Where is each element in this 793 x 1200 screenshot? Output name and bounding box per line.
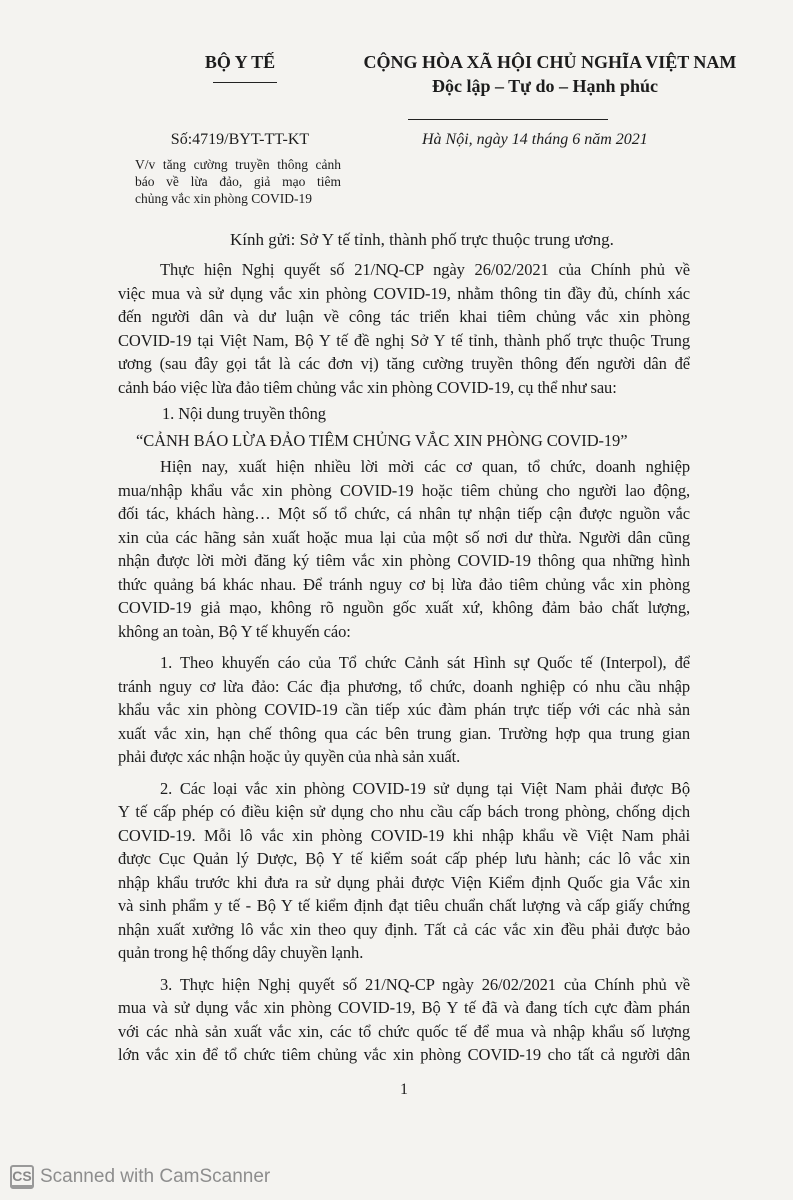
camscanner-logo-icon: CS bbox=[10, 1165, 34, 1189]
text-line: phải được xác nhận hoặc ủy quyền của nhà sản xuất. bbox=[118, 747, 461, 766]
text-line: “CẢNH BÁO LỪA ĐẢO TIÊM CHỦNG VẮC XIN PHÒNG COVID-19” bbox=[136, 430, 628, 450]
recommendation-3 bbox=[118, 973, 690, 1067]
text-line: lớn vắc xin để tổ chức tiêm chủng vắc xin phòng COVID-19 cho tất cả người dân bbox=[118, 1045, 690, 1064]
text-line: COVID-19 giả mạo, không rõ nguồn gốc xuất xứ, không đảm bảo chất lượng, bbox=[118, 598, 690, 617]
warning-title bbox=[118, 429, 690, 453]
document-body bbox=[118, 258, 690, 1099]
subject-line: chủng vắc xin phòng COVID-19 bbox=[135, 191, 312, 206]
text-line: khẩu vắc xin phòng COVID-19 cần tiếp xúc đàm phán trực tiếp với các nhà sản bbox=[118, 700, 690, 719]
subject-line: báo về lừa đảo, giả mạo tiêm bbox=[135, 174, 341, 189]
divider bbox=[408, 119, 608, 120]
text-line: không an toàn, Bộ Y tế khuyến cáo: bbox=[118, 621, 351, 641]
camscanner-watermark bbox=[10, 1165, 270, 1189]
text-line: Thực hiện Nghị quyết số 21/NQ-CP ngày 26/02/2021 của Chính phủ về bbox=[160, 260, 690, 279]
text-line: tránh nguy cơ lừa đảo: Các địa phương, tổ chức, doanh nghiệp có nhu cầu nhập bbox=[118, 676, 690, 696]
recipient: Kính gửi: Sở Y tế tỉnh, thành phố trực thuộc trung ương. bbox=[230, 230, 614, 249]
recommendation-2 bbox=[118, 777, 690, 965]
text-line: ương (sau đây gọi tắt là các đơn vị) tăng cường truyền thông đến người dân để bbox=[118, 354, 690, 373]
text-line: Y tế cấp phép có điều kiện sử dụng cho nhu cầu cấp bách trong phòng, chống dịch bbox=[118, 802, 690, 821]
motto: Độc lập – Tự do – Hạnh phúc bbox=[431, 76, 659, 96]
text-line: và sinh phẩm y tế - Bộ Y tế kiểm định đạt tiêu chuẩn chất lượng và cấp giấy chứng bbox=[118, 896, 690, 915]
ministry-name: BỘ Y TẾ bbox=[204, 52, 276, 72]
text-line: xuất vắc xin, hạn chế thông qua các bên trung gian. Trường hợp qua trung gian bbox=[118, 723, 690, 743]
paragraph-intro bbox=[118, 258, 690, 399]
text-line: nhận được lời mời đăng ký tiêm vắc xin phòng COVID-19 thông qua những hình bbox=[118, 551, 690, 570]
text-line: đến người dân và dư luận về công tác triển khai tiêm chủng vắc xin phòng bbox=[118, 307, 690, 326]
country-name: CỘNG HÒA XÃ HỘI CHỦ NGHĨA VIỆT NAM bbox=[363, 52, 737, 72]
text-line: 1. Nội dung truyền thông bbox=[162, 404, 326, 423]
document-number: Số:4719/BYT-TT-KT bbox=[170, 131, 310, 148]
text-line: nhập khẩu trước khi đưa ra sử dụng phải được Viện Kiểm định Quốc gia Vắc xin bbox=[118, 872, 690, 892]
text-line: COVID-19 tại Việt Nam, Bộ Y tế đề nghị Sở Y tế tỉnh, thành phố trực thuộc Trung bbox=[118, 330, 690, 350]
text-line: việc mua và sử dụng vắc xin phòng COVID-19, nhằm thông tin đầy đủ, chính xác bbox=[118, 283, 690, 303]
watermark-text: Scanned with CamScanner bbox=[40, 1166, 271, 1187]
place-date: Hà Nội, ngày 14 tháng 6 năm 2021 bbox=[422, 131, 648, 148]
text-line: với các nhà sản xuất vắc xin, các tổ chức quốc tế để mua và nhập khẩu số lượng bbox=[118, 1021, 690, 1041]
text-line: COVID-19. Mỗi lô vắc xin phòng COVID-19 khi nhập khẩu về Việt Nam phải bbox=[118, 825, 690, 845]
text-line: đối tác, khách hàng… Một số tổ chức, cá nhân tự nhận tiếp cận được nguồn vắc bbox=[118, 504, 690, 523]
paragraph-situation bbox=[118, 455, 690, 643]
subject bbox=[135, 156, 341, 207]
text-line: 3. Thực hiện Nghị quyết số 21/NQ-CP ngày 26/02/2021 của Chính phủ về bbox=[160, 974, 690, 994]
text-line: thức quảng bá khác nhau. Để tránh nguy cơ bị lừa đảo tiêm chủng vắc xin phòng bbox=[118, 574, 690, 594]
recommendation-1 bbox=[118, 651, 690, 769]
text-line: cảnh báo việc lừa đảo tiêm chủng vắc xin phòng COVID-19, cụ thể như sau: bbox=[118, 377, 617, 397]
text-line: mua và sử dụng vắc xin phòng COVID-19, Bộ Y tế đã và đang tích cực đàm phán bbox=[118, 998, 690, 1017]
subject-line: V/v tăng cường truyền thông cảnh bbox=[135, 157, 341, 172]
text-line: Hiện nay, xuất hiện nhiều lời mời các cơ quan, tổ chức, doanh nghiệp bbox=[160, 457, 690, 476]
text-line: được Cục Quản lý Dược, Bộ Y tế kiểm soát cấp phép lưu hành; các lô vắc xin bbox=[118, 849, 690, 868]
text-line: 2. Các loại vắc xin phòng COVID-19 sử dụng tại Việt Nam phải được Bộ bbox=[160, 778, 690, 798]
text-line: 1. Theo khuyến cáo của Tổ chức Cảnh sát Hình sự Quốc tế (Interpol), để bbox=[160, 653, 690, 672]
text-line: mua/nhập khẩu vắc xin phòng COVID-19 hoặc tiêm chủng cho người lao động, bbox=[118, 480, 690, 500]
text-line: xin của các hãng sản xuất hoặc mua lại của một số nơi dư thừa. Người dân cũng bbox=[118, 527, 690, 547]
divider bbox=[213, 82, 277, 83]
section-heading bbox=[118, 402, 690, 426]
text-line: nhận xuất xưởng lô vắc xin theo quy định. Tất cả các vắc xin đều phải được bảo bbox=[118, 919, 690, 939]
text-line: quản trong hệ thống dây chuyền lạnh. bbox=[118, 943, 364, 962]
page-number: 1 bbox=[400, 1080, 408, 1098]
